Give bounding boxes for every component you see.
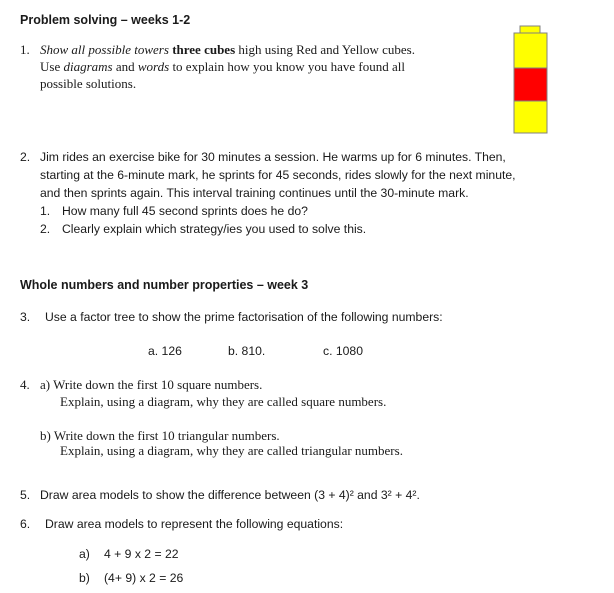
q1-line1: [40, 41, 415, 58]
q1-text-diagrams: diagrams: [63, 59, 113, 74]
q4-b-line1: b) Write down the first 10 triangular numbers.: [40, 428, 280, 443]
q1-line3: possible solutions.: [40, 76, 137, 91]
q1-text-use: Use: [40, 59, 64, 74]
section-heading-problem-solving: Problem solving – weeks 1-2: [20, 13, 191, 27]
cube-tower-image: [510, 25, 552, 135]
q3-part-b: b. 810.: [228, 344, 266, 358]
q2-sub-text-2: Clearly explain which strategy/ies you used to solve this.: [62, 222, 367, 236]
section-heading-whole-numbers: Whole numbers and number properties – week 3: [20, 278, 309, 292]
tower-cube-3: [514, 101, 547, 133]
q4-a-line2: Explain, using a diagram, why they are called square numbers.: [60, 394, 387, 409]
q5-number: 5.: [20, 488, 31, 502]
q3-part-a: a. 126: [148, 344, 182, 358]
tower-top-nub: [520, 26, 540, 33]
q4-b-line2: Explain, using a diagram, why they are called triangular numbers.: [60, 443, 403, 458]
q6-eq-b: (4+ 9) x 2 = 26: [104, 571, 184, 585]
q1-line2: [40, 58, 405, 75]
q4-a-line1: a) Write down the first 10 square numbers.: [40, 377, 263, 392]
q6-eq-label-b: b): [79, 571, 90, 585]
q2-number: 2.: [20, 150, 31, 164]
q2-sub-number-2: 2.: [40, 222, 51, 236]
q6-eq-label-a: a): [79, 547, 90, 561]
q1-text: high using Red and Yellow cubes.: [238, 42, 415, 57]
q5-text: Draw area models to show the difference between (3 + 4)² and 3² + 4².: [40, 488, 420, 502]
q1-text-rest: to explain how you know you have found all: [169, 59, 405, 74]
q1-text-bold: three cubes: [168, 42, 239, 57]
q2-sub-number-1: 1.: [40, 204, 51, 218]
tower-cube-2: [514, 68, 547, 101]
q3-number: 3.: [20, 310, 31, 324]
q1-text-italic: Show all possible towers: [40, 42, 169, 57]
q2-line2: starting at the 6-minute mark, he sprints for 45 seconds, rides slowly for the next minute,: [40, 168, 516, 182]
q6-number: 6.: [20, 517, 31, 531]
q3-text: Use a factor tree to show the prime factorisation of the following numbers:: [45, 310, 443, 324]
q1-text-and: and: [112, 59, 138, 74]
q4-number: 4.: [20, 377, 30, 392]
q3-part-c: c. 1080: [323, 344, 363, 358]
q2-sub-text-1: How many full 45 second sprints does he do?: [62, 204, 308, 218]
q6-text: Draw area models to represent the following equations:: [45, 517, 344, 531]
q6-eq-a: 4 + 9 x 2 = 22: [104, 547, 179, 561]
q1-text-words: words: [137, 59, 170, 74]
tower-cube-1: [514, 33, 547, 68]
q2-line1: Jim rides an exercise bike for 30 minutes a session. He warms up for 6 minutes. Then,: [40, 150, 506, 164]
q2-line3: and then sprints again. This interval training continues until the 30-minute mark.: [40, 186, 469, 200]
q1-number: 1.: [20, 42, 30, 57]
